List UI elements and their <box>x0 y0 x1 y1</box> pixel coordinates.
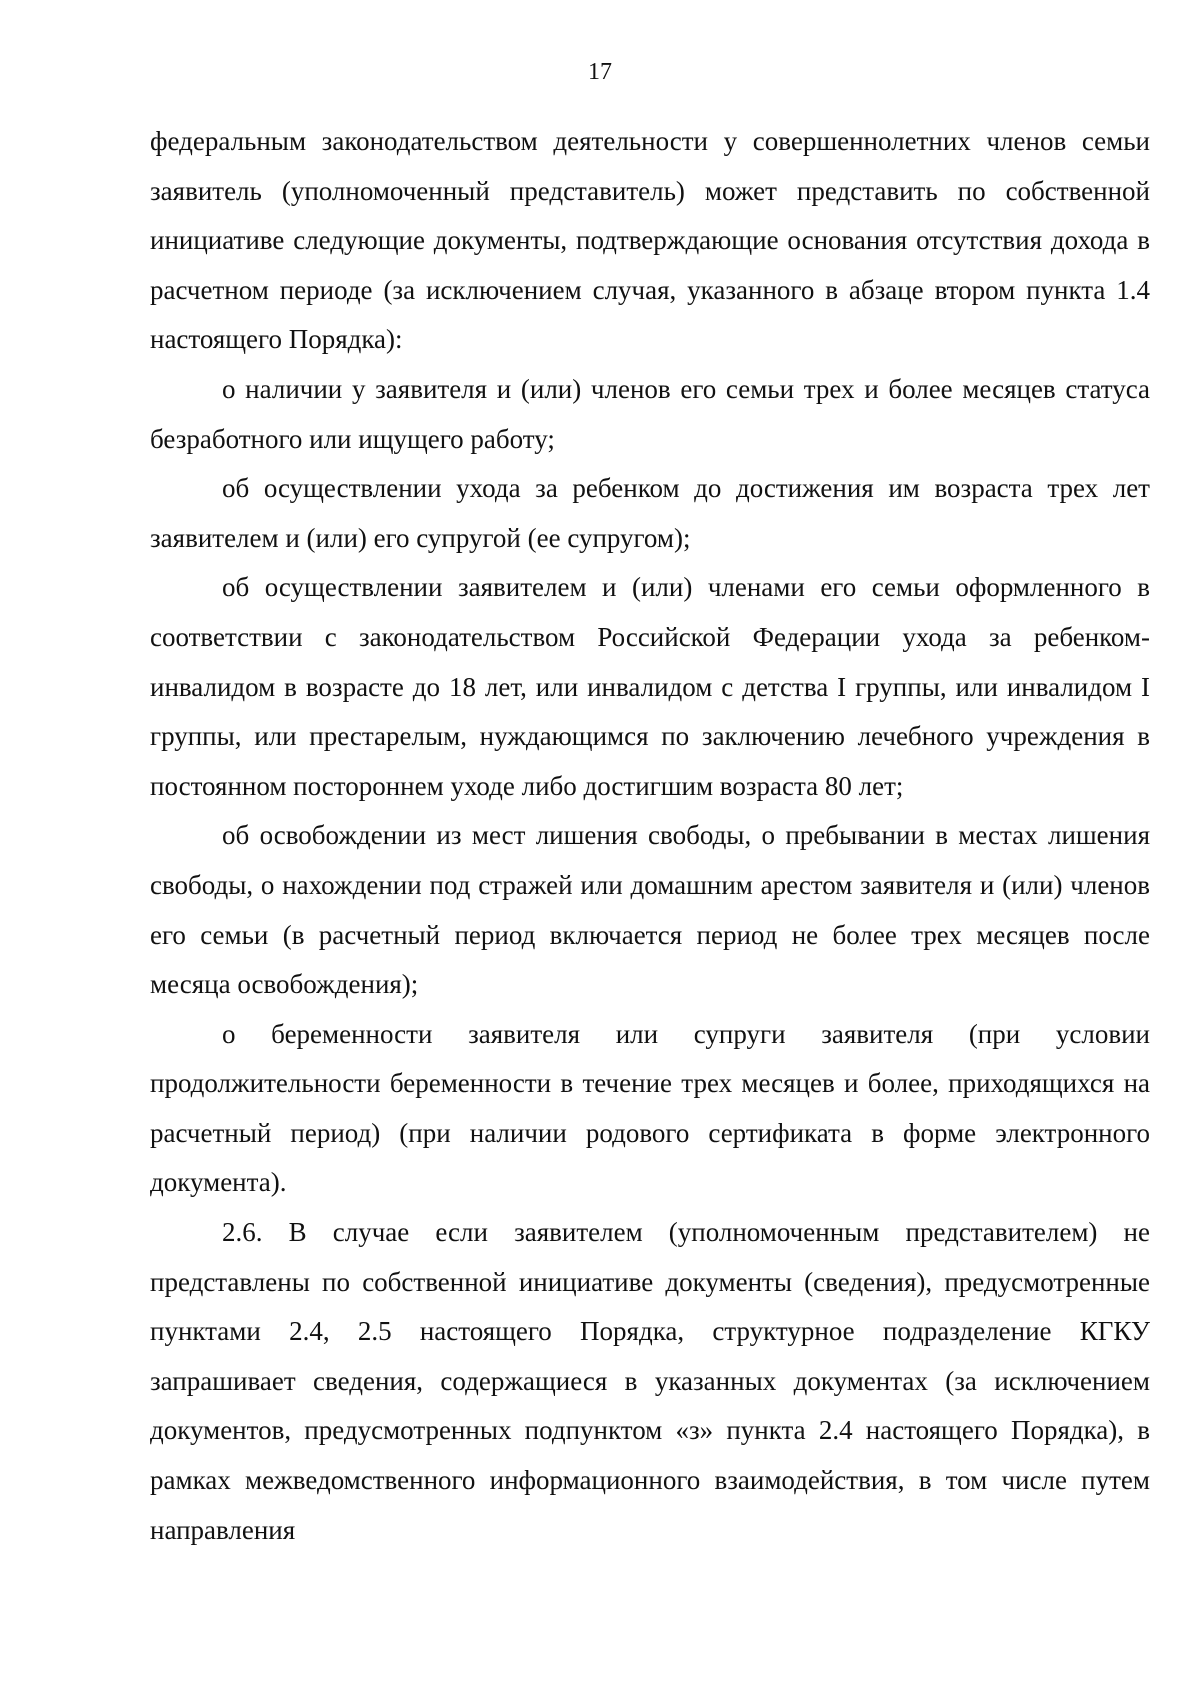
paragraph-childcare: об осуществлении ухода за ребенком до достижения им возраста трех лет заявителем и (или) его супругой (ее супругом); <box>150 473 1150 553</box>
paragraph-continuation: федеральным законодательством деятельности у совершеннолетних членов семьи заявитель (уполномоченный представитель) может представить по собственной инициативе следующие документы, подтверждающие основания отсутствия дохода в расчетном периоде (за исключением случая, указанного в абзаце втором пункта 1.4 настоящего Порядка): <box>150 126 1150 355</box>
paragraph-disabled-care: об осуществлении заявителем и (или) членами его семьи оформленного в соответствии с законодательством Российской Федерации ухода за ребенком-инвалидом в возрасте до 18 лет, или инвалидом с детства I группы, или инвалидом I группы, или престарелым, нуждающимся по заключению лечебного учреждения в постоянном постороннем уходе либо достигшим возраста 80 лет; <box>150 572 1150 801</box>
page-number: 17 <box>588 59 612 85</box>
paragraph-imprisonment: об освобождении из мест лишения свободы, о пребывании в местах лишения свободы, о нахождении под стражей или домашним арестом заявителя и (или) членов его семьи (в расчетный период включается период не более трех месяцев после месяца освобождения); <box>150 820 1150 1000</box>
document-body <box>150 117 1150 1555</box>
paragraph-unemployment: о наличии у заявителя и (или) членов его семьи трех и более месяцев статуса безработного или ищущего работу; <box>150 373 1150 454</box>
paragraph-section-2-6: 2.6. В случае если заявителем (уполномоченным представителем) не представлены по собственной инициативе документы (сведения), предусмотренные пунктами 2.4, 2.5 настоящего Порядка, структурное подразделение КГКУ запрашивает сведения, содержащиеся в указанных документах (за исключением документов, предусмотренных подпунктом «з» пункта 2.4 настоящего Порядка), в рамках межведомственного информационного взаимодействия, в том числе путем направления <box>150 1217 1150 1545</box>
paragraph-pregnancy: о беременности заявителя или супруги заявителя (при условии продолжительности беременности в течение трех месяцев и более, приходящихся на расчетный период) (при наличии родового сертификата в форме электронного документа). <box>150 1018 1150 1198</box>
